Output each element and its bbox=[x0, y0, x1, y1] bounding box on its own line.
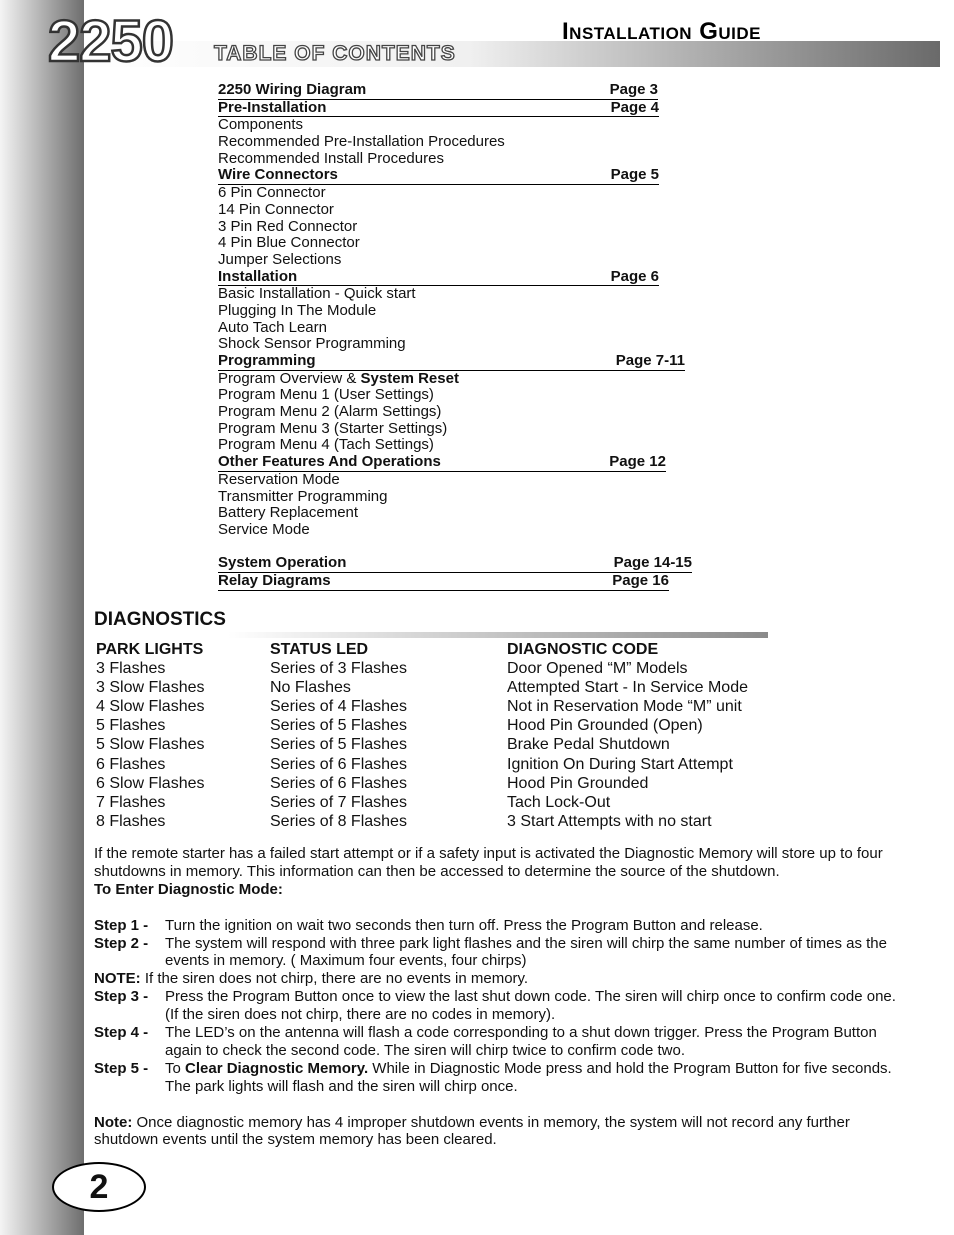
toc-item-text: Components bbox=[218, 116, 304, 134]
toc-section-title: Programming bbox=[218, 352, 316, 369]
diagnostic-code-cell: Ignition On During Start Attempt bbox=[507, 755, 733, 773]
toc-page-ref: Page 4 bbox=[610, 98, 659, 116]
guide-title: Installation Guide bbox=[562, 18, 762, 45]
step5-bold: Clear Diagnostic Memory. bbox=[185, 1059, 369, 1077]
toc-spacer bbox=[218, 539, 692, 556]
diagnostic-code-cell: Door Opened “M” Models bbox=[507, 660, 688, 678]
model-number: 2250 bbox=[48, 9, 174, 74]
step-text: The LED’s on the antenna will flash a code corresponding to a shut down trigger. Press the Program Button again to check the second code. The siren will chirp twice to confirm code two. bbox=[165, 1024, 877, 1059]
toc-item-text: Program Overview & bbox=[218, 369, 361, 387]
diagnostics-title: DIAGNOSTICS bbox=[94, 609, 226, 630]
page-number: 2 bbox=[52, 1162, 146, 1212]
step-3 bbox=[94, 988, 904, 1024]
toc-page-ref: Page 6 bbox=[610, 267, 659, 285]
toc-section-heading bbox=[218, 353, 685, 371]
toc-item-text: 6 Pin Connector bbox=[218, 184, 326, 202]
toc-section-title: Installation bbox=[218, 267, 298, 285]
toc-section-title: 2250 Wiring Diagram bbox=[218, 81, 367, 98]
toc-item bbox=[218, 320, 692, 337]
status-led-cell: No Flashes bbox=[270, 679, 351, 697]
toc-item bbox=[218, 151, 692, 168]
toc-section-heading bbox=[218, 82, 658, 100]
park-lights-cell: 7 Flashes bbox=[96, 793, 166, 811]
toc-item bbox=[218, 219, 692, 236]
diagnostic-instructions bbox=[94, 845, 904, 1149]
toc-item-text: Shock Sensor Programming bbox=[218, 335, 406, 353]
status-led-cell: Series of 3 Flashes bbox=[270, 660, 407, 678]
status-led-cell: Series of 6 Flashes bbox=[270, 774, 407, 792]
diagnostics-rule bbox=[228, 632, 768, 638]
step5-post: While in Diagnostic Mode press and hold the Program Button for five seconds. The park lights will flash and the siren will chirp once. bbox=[165, 1059, 892, 1095]
park-lights-cell: 6 Slow Flashes bbox=[96, 774, 205, 792]
toc-item-text: Program Menu 2 (Alarm Settings) bbox=[218, 403, 442, 421]
table-of-contents bbox=[218, 82, 692, 591]
header-status-led: STATUS LED bbox=[270, 641, 369, 658]
diagnostic-code-cell: Brake Pedal Shutdown bbox=[507, 736, 670, 754]
toc-item bbox=[218, 252, 692, 269]
note-no-chirp bbox=[94, 970, 904, 988]
diagnostic-code-cell: 3 Start Attempts with no start bbox=[507, 812, 712, 830]
toc-item bbox=[218, 185, 692, 202]
toc-item-text: 4 Pin Blue Connector bbox=[218, 234, 360, 252]
toc-section-title: Wire Connectors bbox=[218, 166, 338, 184]
toc-item bbox=[218, 336, 692, 353]
status-led-cell: Series of 5 Flashes bbox=[270, 736, 407, 754]
toc-section-title: System Operation bbox=[218, 554, 347, 572]
note-text: Once diagnostic memory has 4 improper shutdown events in memory, the system will not record any further shutdown events until the system memory has been cleared. bbox=[94, 1113, 850, 1149]
step-4 bbox=[94, 1024, 904, 1060]
toc-section-heading bbox=[218, 573, 669, 591]
toc-item bbox=[218, 387, 692, 404]
park-lights-cell: 5 Slow Flashes bbox=[96, 736, 205, 754]
park-lights-cell: 8 Flashes bbox=[96, 812, 166, 830]
note-text: If the siren does not chirp, there are no events in memory. bbox=[140, 970, 529, 988]
status-led-cell: Series of 8 Flashes bbox=[270, 812, 407, 830]
toc-item-text: Plugging In The Module bbox=[218, 301, 377, 319]
toc-item bbox=[218, 286, 692, 303]
park-lights-cell: 4 Slow Flashes bbox=[96, 698, 205, 716]
step-label: Step 3 - bbox=[94, 988, 149, 1006]
toc-item-text: Battery Replacement bbox=[218, 504, 359, 522]
toc-item-text: Transmitter Programming bbox=[218, 487, 388, 505]
toc-page-ref: Page 14-15 bbox=[613, 554, 692, 572]
park-lights-cell: 3 Slow Flashes bbox=[96, 679, 205, 697]
toc-item bbox=[218, 404, 692, 421]
toc-item bbox=[218, 489, 692, 506]
toc-item bbox=[218, 437, 692, 454]
note-label: NOTE: bbox=[94, 970, 141, 988]
note-label: Note: bbox=[94, 1113, 133, 1131]
toc-section-title: Relay Diagrams bbox=[218, 571, 331, 589]
toc-item bbox=[218, 235, 692, 252]
toc-section-heading bbox=[218, 454, 666, 472]
toc-section-heading bbox=[218, 167, 659, 185]
enter-diagnostic-heading: To Enter Diagnostic Mode: bbox=[94, 880, 283, 898]
park-lights-cell: 3 Flashes bbox=[96, 660, 166, 678]
step-text: Turn the ignition on wait two seconds then turn off. Press the Program Button and release. bbox=[165, 916, 763, 934]
toc-item bbox=[218, 371, 692, 388]
toc-page-ref: Page 7-11 bbox=[615, 352, 685, 369]
header-diagnostic-code: DIAGNOSTIC CODE bbox=[507, 641, 659, 658]
step-text: The system will respond with three park light flashes and the siren will chirp the same number of times as the events in memory. ( Maximum four events, four chirps) bbox=[165, 934, 887, 970]
toc-page-ref: Page 16 bbox=[612, 571, 669, 589]
park-lights-cell: 6 Flashes bbox=[96, 755, 166, 773]
diagnostic-code-cell: Tach Lock-Out bbox=[507, 793, 611, 811]
diagnostic-code-cell: Hood Pin Grounded bbox=[507, 774, 649, 792]
step-label: Step 5 - bbox=[94, 1059, 149, 1077]
toc-item bbox=[218, 134, 692, 151]
toc-page-ref: Page 5 bbox=[610, 166, 659, 184]
status-led-cell: Series of 6 Flashes bbox=[270, 755, 407, 773]
toc-item-text: Program Menu 1 (User Settings) bbox=[218, 386, 434, 404]
toc-item-bold: System Reset bbox=[360, 369, 459, 387]
section-title: TABLE OF CONTENTS bbox=[214, 42, 456, 65]
status-led-cell: Series of 4 Flashes bbox=[270, 698, 407, 716]
diagnostic-code-cell: Hood Pin Grounded (Open) bbox=[507, 717, 703, 735]
toc-item bbox=[218, 202, 692, 219]
step-text: Press the Program Button once to view the last shut down code. The siren will chirp once to confirm code one. (If the siren does not chirp, there are no codes in memory). bbox=[165, 988, 896, 1024]
diagnostic-code-cell: Not in Reservation Mode “M” unit bbox=[507, 698, 742, 716]
toc-section-title: Other Features And Operations bbox=[218, 453, 441, 471]
toc-item bbox=[218, 472, 692, 489]
toc-item-text: 14 Pin Connector bbox=[218, 200, 334, 218]
step-2 bbox=[94, 935, 904, 971]
toc-page-ref: Page 12 bbox=[609, 453, 666, 471]
step5-pre: To bbox=[165, 1059, 186, 1077]
toc-item bbox=[218, 117, 692, 134]
step-label: Step 4 - bbox=[94, 1024, 149, 1042]
step-label: Step 2 - bbox=[94, 934, 149, 952]
park-lights-cell: 5 Flashes bbox=[96, 717, 166, 735]
toc-item-text: Basic Installation - Quick start bbox=[218, 285, 416, 303]
step-label: Step 1 - bbox=[94, 916, 149, 934]
toc-item bbox=[218, 505, 692, 522]
toc-page-ref: Page 3 bbox=[609, 81, 658, 98]
toc-item-text: Program Menu 3 (Starter Settings) bbox=[218, 419, 448, 437]
toc-section-heading bbox=[218, 269, 659, 287]
toc-item-text: Recommended Pre-Installation Procedures bbox=[218, 133, 505, 151]
diagnostic-code-cell: Attempted Start - In Service Mode bbox=[507, 679, 748, 697]
header-park-lights: PARK LIGHTS bbox=[96, 641, 204, 658]
step-text bbox=[165, 1060, 904, 1096]
step-1 bbox=[94, 917, 904, 935]
step-5 bbox=[94, 1060, 904, 1096]
header-gradient-bar bbox=[84, 41, 940, 67]
intro-paragraph: If the remote starter has a failed start attempt or if a safety input is activated the Diagnostic Memory will store up to four shutdowns in memory. This information can then be accessed to determine the source of the shutdown. bbox=[94, 845, 883, 880]
toc-item bbox=[218, 303, 692, 320]
toc-item-text: Reservation Mode bbox=[218, 470, 340, 488]
status-led-cell: Series of 5 Flashes bbox=[270, 717, 407, 735]
toc-item-text: Recommended Install Procedures bbox=[218, 149, 444, 167]
toc-item-text: 3 Pin Red Connector bbox=[218, 217, 358, 235]
toc-item bbox=[218, 522, 692, 539]
toc-item-text: Jumper Selections bbox=[218, 250, 342, 268]
toc-item bbox=[218, 421, 692, 438]
status-led-cell: Series of 7 Flashes bbox=[270, 793, 407, 811]
toc-section-heading bbox=[218, 555, 692, 573]
toc-section-heading bbox=[218, 100, 659, 118]
note-memory-full bbox=[94, 1114, 904, 1150]
toc-section-title: Pre-Installation bbox=[218, 98, 327, 116]
toc-item-text: Service Mode bbox=[218, 520, 310, 538]
toc-item-text: Auto Tach Learn bbox=[218, 318, 327, 336]
toc-item-text: Program Menu 4 (Tach Settings) bbox=[218, 436, 434, 454]
left-gradient-band bbox=[0, 0, 84, 1235]
